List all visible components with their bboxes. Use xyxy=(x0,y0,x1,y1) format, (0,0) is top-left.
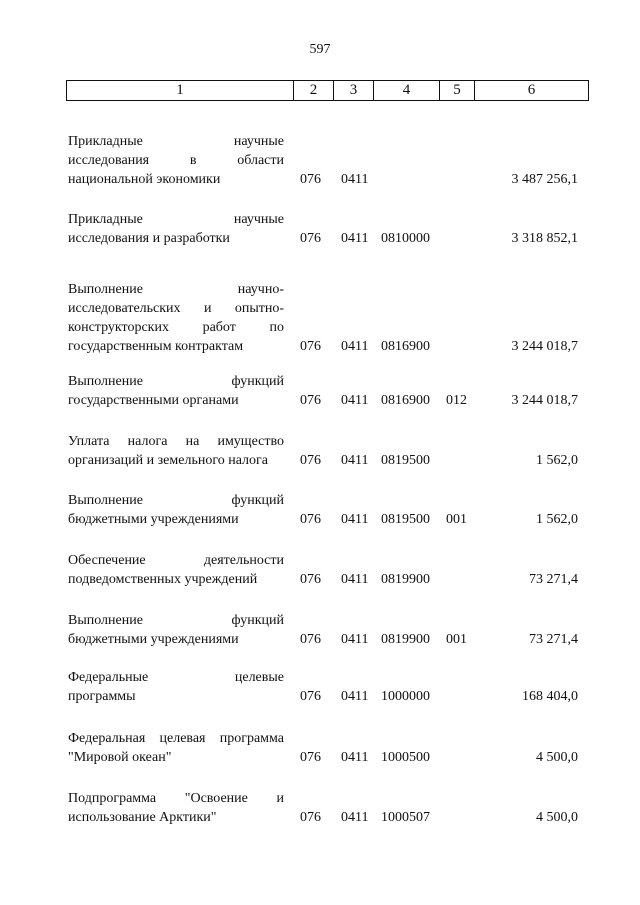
description-line: государственным контрактам xyxy=(68,339,244,354)
description-line: бюджетными учреждениями xyxy=(68,632,239,647)
cell-col-6: 1 562,0 xyxy=(536,512,578,527)
description-line: Прикладные научные xyxy=(68,134,284,149)
cell-col-3: 0411 xyxy=(341,339,369,354)
cell-col-3: 0411 xyxy=(341,453,369,468)
cell-col-4: 0819500 xyxy=(381,512,430,527)
cell-col-3: 0411 xyxy=(341,393,369,408)
description-line: Обеспечение деятельности xyxy=(68,553,284,568)
cell-col-3: 0411 xyxy=(341,172,369,187)
column-header-5: 5 xyxy=(440,81,475,100)
column-header-6: 6 xyxy=(527,82,536,98)
cell-col-2: 076 xyxy=(300,810,321,825)
description-line: организаций и земельного налога xyxy=(68,453,268,468)
cell-col-3: 0411 xyxy=(341,689,369,704)
description-line: Прикладные научные xyxy=(68,212,284,227)
row-description xyxy=(68,491,284,529)
row-description xyxy=(68,551,284,589)
description-line: Уплата налога на имущество xyxy=(68,434,284,449)
cell-col-4: 0819900 xyxy=(381,632,430,647)
row-description xyxy=(68,280,284,356)
row-description xyxy=(68,789,284,827)
page-number: 597 xyxy=(309,42,331,57)
column-header-1: 1 xyxy=(67,81,294,100)
cell-col-6: 73 271,4 xyxy=(529,632,578,647)
cell-col-6: 4 500,0 xyxy=(536,810,578,825)
cell-col-4: 0819900 xyxy=(381,572,430,587)
cell-col-6: 3 487 256,1 xyxy=(511,172,578,187)
cell-col-4: 0816900 xyxy=(381,339,430,354)
description-line: государственными органами xyxy=(68,393,239,408)
cell-col-6: 3 244 018,7 xyxy=(511,393,578,408)
description-line: Выполнение научно- xyxy=(68,282,284,297)
row-description xyxy=(68,432,284,470)
row-description xyxy=(68,729,284,767)
cell-col-4: 0810000 xyxy=(381,231,430,246)
description-line: исследовательских и опытно- xyxy=(68,301,284,316)
cell-col-6: 3 244 018,7 xyxy=(511,339,578,354)
cell-col-2: 076 xyxy=(300,632,321,647)
cell-col-6: 4 500,0 xyxy=(536,750,578,765)
cell-col-2: 076 xyxy=(300,393,321,408)
row-description xyxy=(68,372,284,410)
description-line: Выполнение функций xyxy=(68,493,284,508)
description-line: Выполнение функций xyxy=(68,374,284,389)
description-line: Подпрограмма "Освоение и xyxy=(68,791,284,806)
cell-col-6: 1 562,0 xyxy=(536,453,578,468)
description-line: использование Арктики" xyxy=(68,810,217,825)
cell-col-2: 076 xyxy=(300,512,321,527)
description-line: Выполнение функций xyxy=(68,613,284,628)
description-line: исследования и разработки xyxy=(68,231,230,246)
description-line: Федеральная целевая программа xyxy=(68,731,284,746)
description-line: Федеральные целевые xyxy=(68,670,284,685)
row-description xyxy=(68,668,284,706)
row-description xyxy=(68,210,284,248)
cell-col-4: 0819500 xyxy=(381,453,430,468)
cell-col-3: 0411 xyxy=(341,231,369,246)
cell-col-3: 0411 xyxy=(341,572,369,587)
description-line: конструкторских работ по xyxy=(68,320,284,335)
description-line: национальной экономики xyxy=(68,172,221,187)
cell-col-6: 168 404,0 xyxy=(522,689,578,704)
cell-col-6: 73 271,4 xyxy=(529,572,578,587)
cell-col-2: 076 xyxy=(300,172,321,187)
cell-col-2: 076 xyxy=(300,339,321,354)
cell-col-2: 076 xyxy=(300,453,321,468)
cell-col-5: 012 xyxy=(446,393,467,408)
description-line: "Мировой океан" xyxy=(68,750,172,765)
cell-col-5: 001 xyxy=(446,512,467,527)
cell-col-4: 1000500 xyxy=(381,750,430,765)
cell-col-4: 1000000 xyxy=(381,689,430,704)
cell-col-5: 001 xyxy=(446,632,467,647)
description-line: подведомственных учреждений xyxy=(68,572,258,587)
cell-col-2: 076 xyxy=(300,750,321,765)
column-header-4: 4 xyxy=(374,81,440,100)
cell-col-2: 076 xyxy=(300,689,321,704)
description-line: исследования в области xyxy=(68,153,284,168)
description-line: программы xyxy=(68,689,136,704)
row-description xyxy=(68,132,284,189)
cell-col-2: 076 xyxy=(300,572,321,587)
row-description xyxy=(68,611,284,649)
cell-col-4: 0816900 xyxy=(381,393,430,408)
description-line: бюджетными учреждениями xyxy=(68,512,239,527)
cell-col-2: 076 xyxy=(300,231,321,246)
cell-col-3: 0411 xyxy=(341,810,369,825)
column-header-row xyxy=(66,80,589,101)
column-header-2: 2 xyxy=(294,81,334,100)
cell-col-6: 3 318 852,1 xyxy=(511,231,578,246)
cell-col-3: 0411 xyxy=(341,750,369,765)
column-header-3: 3 xyxy=(334,81,374,100)
cell-col-3: 0411 xyxy=(341,512,369,527)
cell-col-3: 0411 xyxy=(341,632,369,647)
cell-col-4: 1000507 xyxy=(381,810,430,825)
